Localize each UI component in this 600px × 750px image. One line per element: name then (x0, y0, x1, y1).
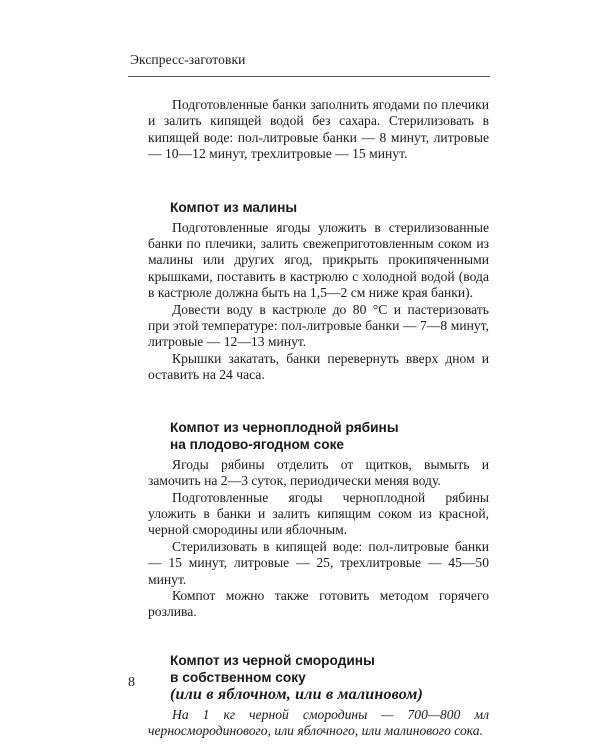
recipe-title (170, 199, 489, 216)
recipe-chokeberry-compote (148, 419, 489, 621)
page-number: 8 (128, 675, 135, 690)
recipe-title-line: Компот из малины (170, 199, 298, 215)
recipe-title (170, 652, 489, 703)
recipe-title-line: Компот из черноплодной рябины (170, 419, 399, 435)
recipe-paragraph: Довести воду в кастрюле до 80 °С и пастеризовать при этой температуре: пол-литровые банки — 7—8 минут, литровые — 12—13 минут. (148, 301, 489, 350)
header-divider (128, 76, 490, 77)
running-header: Экспресс-заготовки (130, 52, 246, 67)
recipe-paragraph: Подготовленные ягоды черноплодной рябины уложить в банки и залить кипящим соком из красной, черной смородины или яблочным. (148, 489, 489, 538)
page-content (148, 97, 489, 740)
intro-paragraph: Подготовленные банки заполнить ягодами по плечики и залить кипящей водой без сахара. Стерилизовать в кипящей воде: пол-литровые банки — 8 минут, литровые — 10—12 минут, трехлитровые — 15 минут. (148, 97, 489, 162)
recipe-paragraph: Ягоды рябины отделить от щитков, вымыть и замочить на 2—3 суток, периодически меняя воду. (148, 456, 489, 489)
recipe-raspberry-compote (148, 199, 489, 384)
recipe-title-line: в собственном соку (170, 669, 306, 685)
recipe-title-italic: (или в яблочном, или в малиновом) (170, 685, 424, 703)
recipe-paragraph: Крышки закатать, банки перевернуть вверх дном и оставить на 24 часа. (148, 350, 489, 383)
recipe-title-line: Компот из черной смородины (170, 652, 375, 668)
recipe-paragraph: Компот можно также готовить методом горячего розлива. (148, 587, 489, 620)
recipe-title (170, 419, 489, 453)
recipe-title-line: на плодово-ягодном соке (170, 436, 345, 452)
recipe-paragraph: Стерилизовать в кипящей воде: пол-литровые банки — 15 минут, литровые — 25, трехлитровые — 45—50 минут. (148, 538, 489, 587)
recipe-blackcurrant-compote (148, 652, 489, 740)
recipe-paragraph: Подготовленные ягоды уложить в стерилизованные банки по плечики, залить свежеприготовленным соком из малины или других ягод, прикрыть прокипяченными крышками, поставить в кастрюлю с холодной водой (вода в кастрюле должна быть на 1,5—2 см ниже края банки). (148, 219, 489, 301)
ingredient-note: На 1 кг черной смородины — 700—800 мл черносмородинового, или яблочного, или малинового сока. (148, 706, 489, 739)
